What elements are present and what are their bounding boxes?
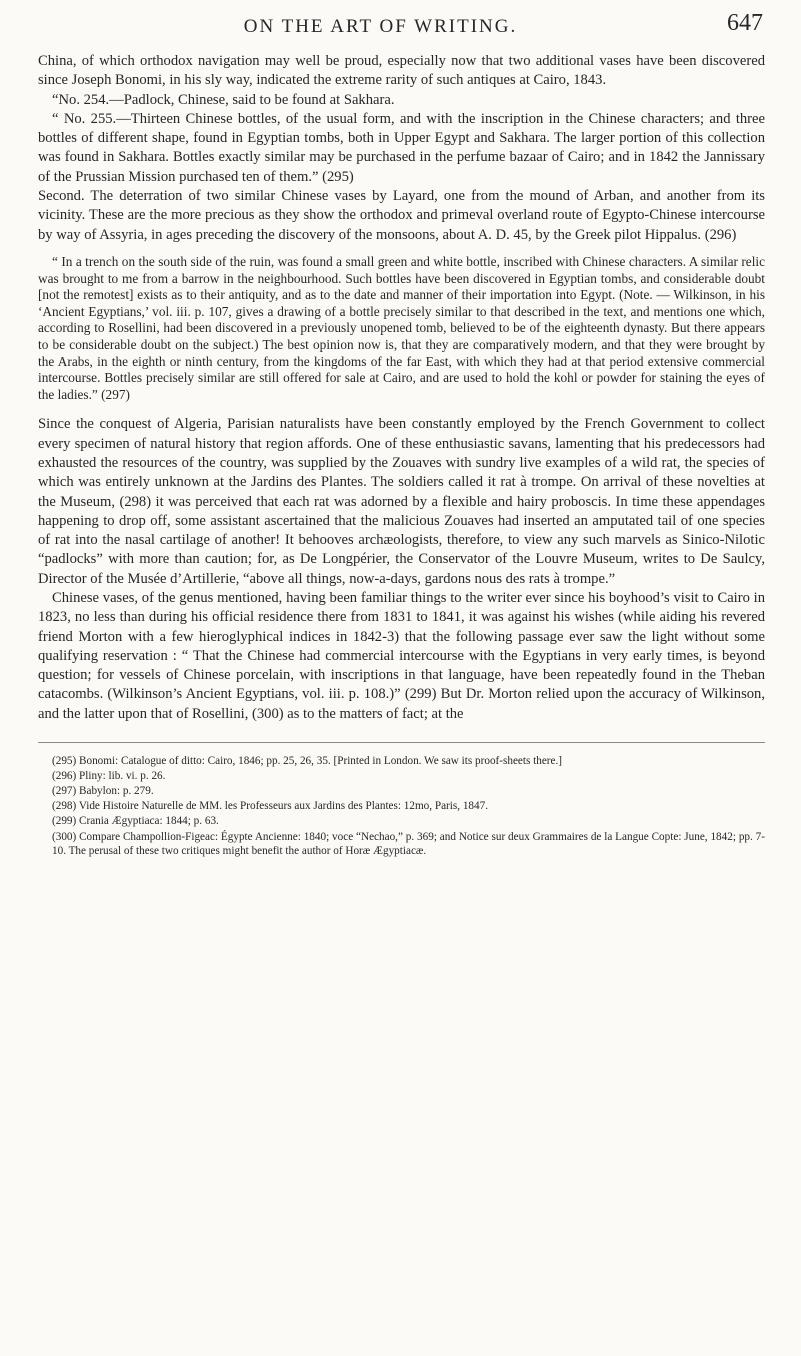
- footnote-300: (300) Compare Champollion-Figeac: Égypte Ancienne: 1840; voce “Nechao,” p. 369; and Notice sur deux Grammaires de la Langue Copte: June, 1842; pp. 7-10. The perusal of these two critiques might benefit the author of Horæ Ægyptiacæ.: [52, 830, 765, 857]
- layard-quotation: “ In a trench on the south side of the ruin, was found a small green and white bottle, inscribed with Chinese characters. A similar relic was brought to me from a barrow in the neighbourhood. Such bottles have been discovered in Egyptian tombs, and considerable doubt [not the remotest] exists as to their antiquity, and as to the date and manner of their importation into Egypt. (Note. — Wilkinson, in his ‘Ancient Egyptians,’ vol. iii. p. 107, gives a drawing of a bottle precisely similar to that described in the text, and mentions one which, according to Rosellini, had been discovered in a previously unopened tomb, believed to be of the eighteenth dynasty. But there appears to be considerable doubt on the subject.) The best opinion now is, that they are comparatively modern, and that they were brought by the Arabs, in the eighth or ninth century, from the kingdoms of the far East, with which they had at that period extensive commercial intercourse. Bottles precisely similar are still offered for sale at Cairo, and are used to hold the kohl or powder for staining the eyes of the ladies.” (297): [38, 253, 765, 402]
- footnote-298: (298) Vide Histoire Naturelle de MM. les Professeurs aux Jardins des Plantes: 12mo, Paris, 1847.: [52, 800, 488, 813]
- running-title: ON THE ART OF WRITING.: [243, 16, 518, 37]
- paragraph-algeria-rats: Since the conquest of Algeria, Parisian naturalists have been constantly employed by the French Government to collect every specimen of natural history that region affords. One of these enthusiastic savans, lamenting that his predecessors had exhausted the resources of the country, was supplied by the Zouaves with sundry live examples of a wild rat, the species of which was entirely unknown at the Jardins des Plantes. The soldiers called it rat à trompe. On arrival of these novelties at the Museum, (298) it was perceived that each rat was adorned by a flexible and hairy proboscis. In time these appendages happening to drop off, some assistant ascertained that the malicious Zouaves had inserted an amputated tail of one species of rat into the nasal cartilage of another! It behooves archæologists, therefore, to view any such marvels as Sinico-Nilotic “padlocks” with more than caution; for, as De Longpérier, the Conservator of the Louvre Museum, writes to De Saulcy, Director of the Musée d’Artillerie, “above all things, now-a-days, gardons nous des rats à trompe.”: [38, 416, 765, 587]
- footnote-rule: [38, 742, 765, 743]
- page-number: 647: [727, 10, 763, 36]
- footnote-297: (297) Babylon: p. 279.: [52, 785, 154, 798]
- footnote-299: (299) Crania Ægyptiaca: 1844; p. 63.: [52, 815, 219, 828]
- footnote-296: (296) Pliny: lib. vi. p. 26.: [52, 770, 166, 783]
- footnote-295: (295) Bonomi: Catalogue of ditto: Cairo, 1846; pp. 25, 26, 35. [Printed in London. We saw its proof-sheets there.]: [52, 755, 563, 768]
- paragraph-chinese-vases: Chinese vases, of the genus mentioned, having been familiar things to the writer ever since his boyhood’s visit to Cairo in 1823, no less than during his official residence there from 1831 to 1841, it was against his wishes (while aiding his revered friend Morton with a few hieroglyphical indices in 1842-3) that the following passage ever saw the light without some qualifying reservation : “ That the Chinese had commercial intercourse with the Egyptians in very early times, is beyond question; for vessels of Chinese porcelain, with inscriptions in that language, have been repeatedly found in the Theban catacombs. (Wilkinson’s Ancient Egyptians, vol. iii. p. 108.)” (299) But Dr. Morton relied upon the accuracy of Wilkinson, and the latter upon that of Rosellini, (300) as to the matters of fact; at the: [38, 589, 765, 722]
- running-head: [38, 0, 763, 44]
- body-text: [38, 52, 765, 859]
- catalogue-entry-255: “ No. 255.—Thirteen Chinese bottles, of the usual form, and with the inscription in the Chinese characters; and three bottles of different shape, found in Egyptian tombs, both in Upper Egypt and Sakhara. The larger portion of this collection was found in Sakhara. Bottles exactly similar may be purchased in the perfume bazaar of Cairo; and in 1842 the Jannissary of the Prussian Mission purchased ten of them.” (295): [38, 110, 765, 185]
- paragraph-china-vases: China, of which orthodox navigation may well be proud, especially now that two additional vases have been discovered since Joseph Bonomi, in his sly way, indicated the extreme rarity of such antiques at Cairo, 1843.: [38, 53, 765, 89]
- paragraph-second: Second. The deterration of two similar Chinese vases by Layard, one from the mound of Arban, and another from its vicinity. These are the more precious as they show the orthodox and primeval overland route of Egypto-Chinese intercourse by way of Assyria, in ages preceding the discovery of the monsoons, about A. D. 45, by the Greek pilot Hippalus. (296): [38, 188, 765, 243]
- catalogue-entry-254: “No. 254.—Padlock, Chinese, said to be found at Sakhara.: [52, 91, 395, 108]
